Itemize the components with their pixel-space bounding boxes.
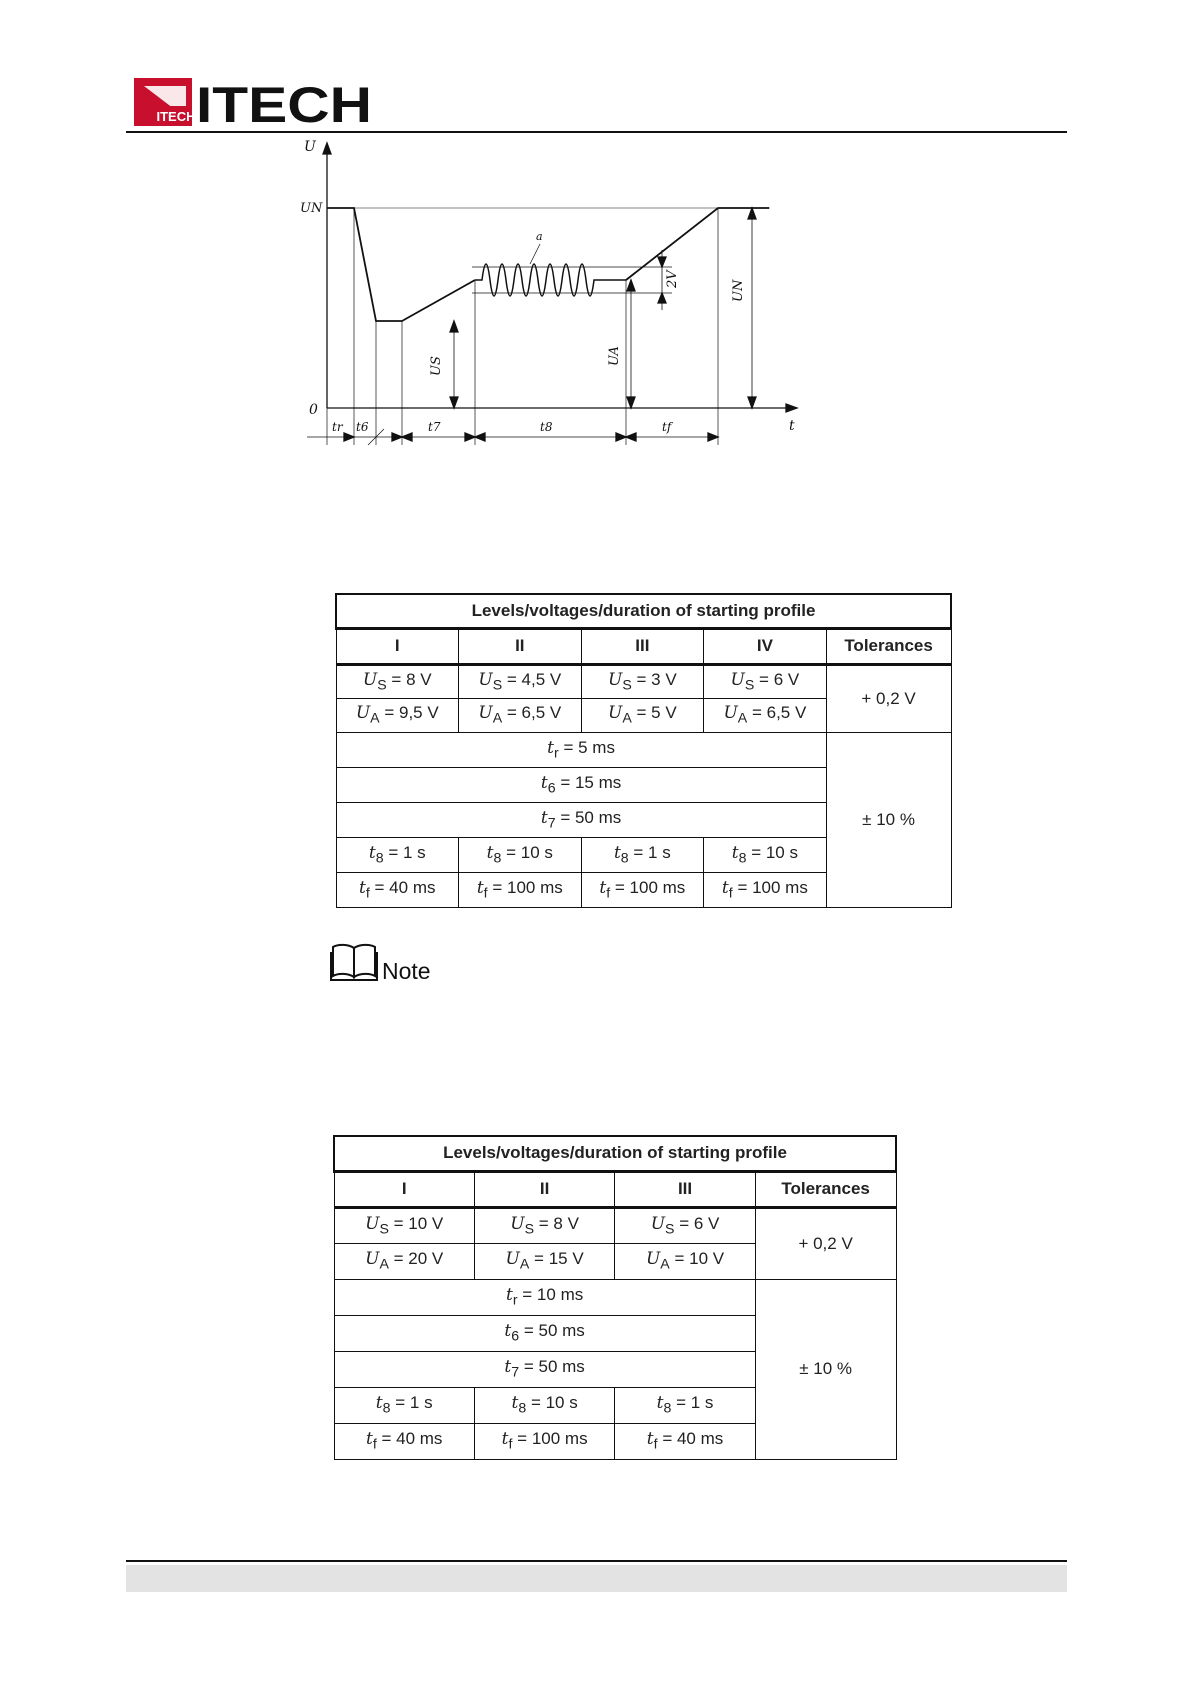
table2-t8-ii: $t_8 = 10$ s <box>474 1387 614 1423</box>
table2-tf-i: $t_f = 40$ ms <box>334 1423 474 1459</box>
origin-label: 0 <box>309 402 318 418</box>
table2-time-tolerance: ± 10 % <box>755 1279 896 1459</box>
table1-t8-iv: $t_8 = 10$ s <box>704 837 827 872</box>
table2-us-i: $U_S = 10$ V <box>334 1207 474 1243</box>
table1-tf-iv: $t_f = 100$ ms <box>704 872 827 907</box>
header-rule <box>126 131 1067 133</box>
table1-t8-ii: $t_8 = 10$ s <box>459 837 582 872</box>
table1-tf-i: $t_f = 40$ ms <box>336 872 459 907</box>
table1-title: Levels/voltages/duration of starting profile <box>336 594 951 628</box>
table2-us-ii: $U_S = 8$ V <box>474 1207 614 1243</box>
un-vertical-label: UN <box>731 279 746 302</box>
table1-ua-ii: $U_A = 6,5$ V <box>459 698 582 732</box>
table1-us-iii: $U_S = 3$ V <box>581 664 704 698</box>
footer-band <box>126 1565 1067 1592</box>
table2-title: Levels/voltages/duration of starting profile <box>334 1136 896 1171</box>
table2-header-iii: III <box>615 1171 755 1207</box>
table1-tf-ii: $t_f = 100$ ms <box>459 872 582 907</box>
table2-ua-i: $U_A = 20$ V <box>334 1243 474 1279</box>
table1-time-tolerance: ± 10 % <box>826 732 951 907</box>
table2-tf-iii: $t_f = 40$ ms <box>615 1423 755 1459</box>
table1-us-iv: $U_S = 6$ V <box>704 664 827 698</box>
table1-header-iv: IV <box>704 628 827 664</box>
table1-ua-i: $U_A = 9,5$ V <box>336 698 459 732</box>
table2-voltage-tolerance: + 0,2 V <box>755 1207 896 1279</box>
table1-t8-i: $t_8 = 1$ s <box>336 837 459 872</box>
table2-header-ii: II <box>474 1171 614 1207</box>
footer-rule <box>126 1560 1067 1562</box>
table2-t8-iii: $t_8 = 1$ s <box>615 1387 755 1423</box>
us-label: US <box>429 356 444 376</box>
table1-header-i: I <box>336 628 459 664</box>
table1-tf-iii: $t_f = 100$ ms <box>581 872 704 907</box>
axis-x-label: t <box>789 418 795 434</box>
table1-t8-iii: $t_8 = 1$ s <box>581 837 704 872</box>
table2-tr: $t_r = 10$ ms <box>334 1279 755 1315</box>
table2-us-iii: $U_S = 6$ V <box>615 1207 755 1243</box>
starting-profile-table-2 <box>333 1135 897 1460</box>
table2-ua-iii: $U_A = 10$ V <box>615 1243 755 1279</box>
table2-ua-ii: $U_A = 15$ V <box>474 1243 614 1279</box>
table1-tr: $t_r = 5$ ms <box>336 732 826 767</box>
time-label-t8: t8 <box>540 420 553 434</box>
table2-t6: $t_6 = 50$ ms <box>334 1315 755 1351</box>
table1-t7: $t_7 = 50$ ms <box>336 802 826 837</box>
starting-profile-diagram <box>292 140 812 470</box>
time-label-t7: t7 <box>428 420 441 434</box>
table2-header-i: I <box>334 1171 474 1207</box>
table1-ua-iv: $U_A = 6,5$ V <box>704 698 827 732</box>
time-label-t6: t6 <box>356 420 369 434</box>
table1-header-ii: II <box>459 628 582 664</box>
table1-header-tolerances: Tolerances <box>826 628 951 664</box>
table1-voltage-tolerance: + 0,2 V <box>826 664 951 732</box>
un-label: UN <box>300 201 323 216</box>
brand-name: ITECH <box>196 78 372 126</box>
axis-y-label: U <box>304 140 316 155</box>
note-label: Note <box>382 958 431 984</box>
table1-header-iii: III <box>581 628 704 664</box>
logo-mark-text: ITECH <box>156 109 196 124</box>
itech-logo <box>134 78 374 126</box>
table1-ua-iii: $U_A = 5$ V <box>581 698 704 732</box>
table1-us-i: $U_S = 8$ V <box>336 664 459 698</box>
ripple-label: a <box>536 230 543 243</box>
time-label-tf: tf <box>662 420 672 434</box>
table1-t6: $t_6 = 15$ ms <box>336 767 826 802</box>
table2-tf-ii: $t_f = 100$ ms <box>474 1423 614 1459</box>
table2-t8-i: $t_8 = 1$ s <box>334 1387 474 1423</box>
ripple-amplitude-label: 2V <box>665 270 680 288</box>
table1-us-ii: $U_S = 4,5$ V <box>459 664 582 698</box>
table2-t7: $t_7 = 50$ ms <box>334 1351 755 1387</box>
starting-profile-table-1 <box>335 593 952 908</box>
ua-label: UA <box>607 346 622 366</box>
table2-header-tolerances: Tolerances <box>755 1171 896 1207</box>
time-label-tr: tr <box>332 420 343 434</box>
book-icon <box>330 942 378 982</box>
